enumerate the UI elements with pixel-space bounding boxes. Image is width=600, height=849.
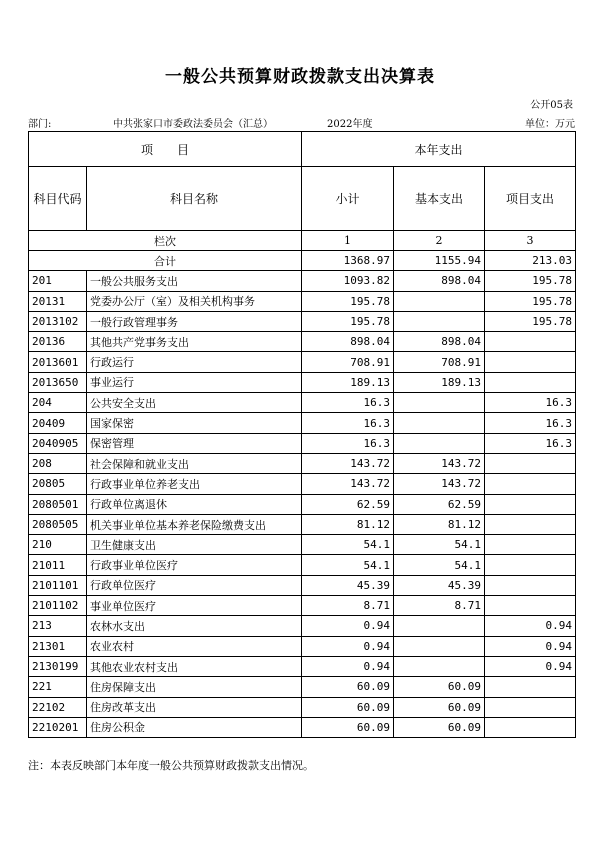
basic-cell: 62.59 xyxy=(394,494,485,514)
basic-cell: 60.09 xyxy=(394,717,485,737)
subject-name: 住房改革支出 xyxy=(87,697,302,717)
subtotal-cell: 0.94 xyxy=(302,656,394,676)
basic-cell: 54.1 xyxy=(394,555,485,575)
total-row xyxy=(29,251,576,271)
basic-cell xyxy=(394,616,485,636)
basic-cell xyxy=(394,413,485,433)
project-cell: 195.78 xyxy=(485,311,576,331)
table-row xyxy=(29,514,576,534)
subject-code: 213 xyxy=(29,616,87,636)
table-row xyxy=(29,494,576,514)
basic-cell: 54.1 xyxy=(394,535,485,555)
total-subtotal: 1368.97 xyxy=(302,251,394,271)
subtotal-cell: 54.1 xyxy=(302,555,394,575)
basic-cell: 60.09 xyxy=(394,697,485,717)
column-index-row xyxy=(29,231,576,251)
subtotal-cell: 708.91 xyxy=(302,352,394,372)
basic-cell: 708.91 xyxy=(394,352,485,372)
subtotal-cell: 189.13 xyxy=(302,372,394,392)
subject-code: 2080505 xyxy=(29,514,87,534)
subtotal-cell: 16.3 xyxy=(302,433,394,453)
table-row xyxy=(29,393,576,413)
subject-name: 事业运行 xyxy=(87,372,302,392)
document-title: 一般公共预算财政拨款支出决算表 xyxy=(165,67,435,87)
subtotal-cell: 16.3 xyxy=(302,413,394,433)
subtotal-cell: 8.71 xyxy=(302,596,394,616)
subject-name: 机关事业单位基本养老保险缴费支出 xyxy=(87,514,302,534)
subtotal-cell: 60.09 xyxy=(302,717,394,737)
subject-name: 事业单位医疗 xyxy=(87,596,302,616)
subtotal-cell: 54.1 xyxy=(302,535,394,555)
basic-cell xyxy=(394,291,485,311)
header-row-2 xyxy=(29,167,576,231)
basic-cell: 60.09 xyxy=(394,677,485,697)
subject-code: 20805 xyxy=(29,474,87,494)
unit-label: 单位：万元 xyxy=(525,119,575,130)
table-row xyxy=(29,717,576,737)
basic-cell: 45.39 xyxy=(394,575,485,595)
subtotal-cell: 898.04 xyxy=(302,332,394,352)
subject-code: 2013601 xyxy=(29,352,87,372)
project-cell: 0.94 xyxy=(485,656,576,676)
department-label: 部门: xyxy=(28,119,52,130)
document-meta xyxy=(28,115,575,129)
subject-code: 21301 xyxy=(29,636,87,656)
table-row xyxy=(29,433,576,453)
column-index-3: 3 xyxy=(485,231,576,251)
basic-cell: 898.04 xyxy=(394,271,485,291)
table-row xyxy=(29,616,576,636)
subtotal-cell: 143.72 xyxy=(302,453,394,473)
subject-name: 卫生健康支出 xyxy=(87,535,302,555)
expenditure-table xyxy=(28,131,576,738)
table-row xyxy=(29,311,576,331)
basic-cell: 8.71 xyxy=(394,596,485,616)
header-subtotal: 小计 xyxy=(302,167,394,231)
form-number: 公开05表 xyxy=(530,100,573,111)
project-cell xyxy=(485,596,576,616)
table-row xyxy=(29,413,576,433)
basic-cell: 143.72 xyxy=(394,474,485,494)
project-cell xyxy=(485,372,576,392)
total-project: 213.03 xyxy=(485,251,576,271)
header-name: 科目名称 xyxy=(87,167,302,231)
column-index-label: 栏次 xyxy=(29,231,302,251)
table-row xyxy=(29,677,576,697)
column-index-1: 1 xyxy=(302,231,394,251)
header-row-1 xyxy=(29,132,576,167)
subject-name: 公共安全支出 xyxy=(87,393,302,413)
subtotal-cell: 195.78 xyxy=(302,291,394,311)
table-row xyxy=(29,474,576,494)
project-cell: 195.78 xyxy=(485,271,576,291)
subtotal-cell: 60.09 xyxy=(302,677,394,697)
subject-name: 社会保障和就业支出 xyxy=(87,453,302,473)
table-row xyxy=(29,352,576,372)
department-name: 中共张家口市委政法委员会（汇总） xyxy=(113,119,273,130)
table-row xyxy=(29,596,576,616)
table-row xyxy=(29,291,576,311)
project-cell: 0.94 xyxy=(485,616,576,636)
subtotal-cell: 1093.82 xyxy=(302,271,394,291)
subject-code: 2013650 xyxy=(29,372,87,392)
project-cell xyxy=(485,494,576,514)
subject-name: 其他农业农村支出 xyxy=(87,656,302,676)
project-cell xyxy=(485,575,576,595)
header-code: 科目代码 xyxy=(29,167,87,231)
project-cell xyxy=(485,352,576,372)
subtotal-cell: 60.09 xyxy=(302,697,394,717)
subject-name: 行政单位离退休 xyxy=(87,494,302,514)
project-cell xyxy=(485,453,576,473)
project-cell: 16.3 xyxy=(485,413,576,433)
subject-name: 住房公积金 xyxy=(87,717,302,737)
basic-cell xyxy=(394,393,485,413)
basic-cell xyxy=(394,433,485,453)
project-cell xyxy=(485,717,576,737)
table-row xyxy=(29,555,576,575)
subject-name: 行政运行 xyxy=(87,352,302,372)
basic-cell: 143.72 xyxy=(394,453,485,473)
subject-name: 农业农村 xyxy=(87,636,302,656)
basic-cell: 898.04 xyxy=(394,332,485,352)
project-cell: 195.78 xyxy=(485,291,576,311)
subtotal-cell: 45.39 xyxy=(302,575,394,595)
table-row xyxy=(29,453,576,473)
subject-name: 国家保密 xyxy=(87,413,302,433)
subject-code: 2130199 xyxy=(29,656,87,676)
table-row xyxy=(29,656,576,676)
project-cell: 0.94 xyxy=(485,636,576,656)
footnote: 注：本表反映部门本年度一般公共预算财政拨款支出情况。 xyxy=(28,759,314,772)
total-label: 合计 xyxy=(29,251,302,271)
subject-code: 208 xyxy=(29,453,87,473)
project-cell: 16.3 xyxy=(485,393,576,413)
fiscal-year: 2022年度 xyxy=(327,119,373,130)
subject-code: 2040905 xyxy=(29,433,87,453)
table-row xyxy=(29,271,576,291)
project-cell xyxy=(485,535,576,555)
header-basic: 基本支出 xyxy=(394,167,485,231)
subject-code: 2080501 xyxy=(29,494,87,514)
basic-cell xyxy=(394,311,485,331)
subject-code: 2210201 xyxy=(29,717,87,737)
subject-name: 党委办公厅（室）及相关机构事务 xyxy=(87,291,302,311)
column-index-2: 2 xyxy=(394,231,485,251)
header-project: 项目支出 xyxy=(485,167,576,231)
subtotal-cell: 62.59 xyxy=(302,494,394,514)
basic-cell: 189.13 xyxy=(394,372,485,392)
subject-name: 住房保障支出 xyxy=(87,677,302,697)
project-cell xyxy=(485,555,576,575)
table-row xyxy=(29,332,576,352)
subject-name: 一般公共服务支出 xyxy=(87,271,302,291)
table-row xyxy=(29,636,576,656)
project-cell: 16.3 xyxy=(485,433,576,453)
subject-code: 20131 xyxy=(29,291,87,311)
subject-code: 210 xyxy=(29,535,87,555)
project-cell xyxy=(485,474,576,494)
subtotal-cell: 81.12 xyxy=(302,514,394,534)
table-row xyxy=(29,535,576,555)
table-row xyxy=(29,697,576,717)
subject-name: 农林水支出 xyxy=(87,616,302,636)
subject-code: 2101101 xyxy=(29,575,87,595)
project-cell xyxy=(485,332,576,352)
subtotal-cell: 0.94 xyxy=(302,636,394,656)
header-current-year: 本年支出 xyxy=(302,132,576,167)
project-cell xyxy=(485,514,576,534)
subject-code: 21011 xyxy=(29,555,87,575)
subject-code: 204 xyxy=(29,393,87,413)
subject-name: 保密管理 xyxy=(87,433,302,453)
subject-code: 201 xyxy=(29,271,87,291)
project-cell xyxy=(485,697,576,717)
subtotal-cell: 16.3 xyxy=(302,393,394,413)
subtotal-cell: 195.78 xyxy=(302,311,394,331)
total-basic: 1155.94 xyxy=(394,251,485,271)
subject-name: 其他共产党事务支出 xyxy=(87,332,302,352)
basic-cell: 81.12 xyxy=(394,514,485,534)
subject-code: 221 xyxy=(29,677,87,697)
subject-name: 行政事业单位养老支出 xyxy=(87,474,302,494)
table-row xyxy=(29,372,576,392)
header-item: 项 目 xyxy=(29,132,302,167)
subtotal-cell: 143.72 xyxy=(302,474,394,494)
subject-name: 行政单位医疗 xyxy=(87,575,302,595)
subject-code: 20409 xyxy=(29,413,87,433)
subject-code: 20136 xyxy=(29,332,87,352)
table-row xyxy=(29,575,576,595)
subject-code: 2013102 xyxy=(29,311,87,331)
basic-cell xyxy=(394,636,485,656)
subject-code: 22102 xyxy=(29,697,87,717)
subject-code: 2101102 xyxy=(29,596,87,616)
basic-cell xyxy=(394,656,485,676)
project-cell xyxy=(485,677,576,697)
subject-name: 一般行政管理事务 xyxy=(87,311,302,331)
subtotal-cell: 0.94 xyxy=(302,616,394,636)
subject-name: 行政事业单位医疗 xyxy=(87,555,302,575)
